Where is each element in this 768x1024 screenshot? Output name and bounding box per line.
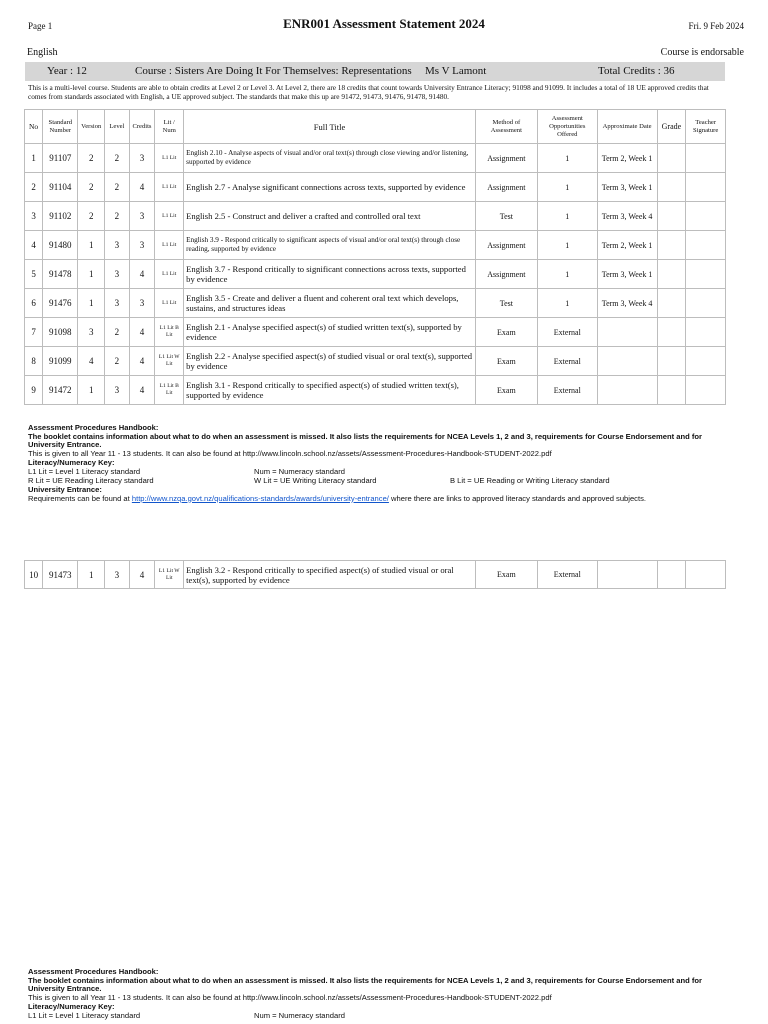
- cell-std: 91476: [43, 289, 78, 318]
- cell-lit: L1 Lit: [155, 289, 184, 318]
- course-label: Course : Sisters Are Doing It For Themselves: Representations: [135, 65, 412, 77]
- table-row: [25, 202, 726, 231]
- key-heading: Literacy/Numeracy Key:: [28, 458, 115, 468]
- cell-opps: External: [537, 376, 597, 405]
- key-num: Num = Numeracy standard: [254, 466, 345, 476]
- key-r: R Lit = UE Reading Literacy standard: [28, 475, 154, 485]
- handbook-bold-text: The booklet contains information about what to do when an assessment is missed. It also lists the requirements for NCEA Levels 1, 2 and 3, requirements for Course Endorsement and for University Entrance.: [28, 431, 703, 450]
- cell-std: 91098: [43, 318, 78, 347]
- cell-no: 4: [25, 231, 43, 260]
- cell-opps: 1: [537, 202, 597, 231]
- cell-std: 91107: [43, 144, 78, 173]
- handbook-text: This is given to all Year 11 - 13 students. It can also be found at http://www.lincoln.school.nz/assets/Assessment-Procedures-Handbook-STUDENT-2022.pdf: [28, 992, 552, 1002]
- col-full-title: Full Title: [184, 110, 476, 144]
- cell-method: Assignment: [475, 173, 537, 202]
- cell-lvl: 2: [105, 173, 130, 202]
- cell-cr: 4: [129, 173, 155, 202]
- col-method: Method of Assessment: [475, 110, 537, 144]
- cell-lvl: 3: [105, 289, 130, 318]
- cell-title: English 3.9 - Respond critically to significant aspects of visual and/or oral text(s) through close reading, supported by evidence: [184, 231, 476, 260]
- key-l1: L1 Lit = Level 1 Literacy standard: [28, 1010, 141, 1020]
- standards-table: [24, 109, 726, 405]
- cell-signature: [686, 289, 726, 318]
- col-standard-number: Standard Number: [43, 110, 78, 144]
- cell-cr: 3: [129, 202, 155, 231]
- cell-lvl: 2: [105, 202, 130, 231]
- cell-title: English 2.7 - Analyse significant connections across texts, supported by evidence: [184, 173, 476, 202]
- cell-method: Assignment: [475, 144, 537, 173]
- cell-cr: 4: [129, 318, 155, 347]
- document-title: ENR001 Assessment Statement 2024: [283, 16, 485, 31]
- cell-opps: External: [537, 347, 597, 376]
- cell-lvl: 3: [105, 376, 130, 405]
- cell-no: 1: [25, 144, 43, 173]
- print-date: Fri. 9 Feb 2024: [688, 21, 744, 31]
- cell-method: Exam: [475, 318, 537, 347]
- col-lit-num: Lit / Num: [155, 110, 184, 144]
- key-l1: L1 Lit = Level 1 Literacy standard: [28, 466, 141, 476]
- cell-title: English 3.7 - Respond critically to significant connections across texts, supported by evidence: [184, 260, 476, 289]
- cell-grade: [657, 260, 686, 289]
- col-opportunities: Assessment Opportunities Offered: [537, 110, 597, 144]
- cell-cr: 3: [129, 231, 155, 260]
- cell-lit: L1 Lit: [155, 173, 184, 202]
- cell-method: Assignment: [475, 231, 537, 260]
- cell-std: 91480: [43, 231, 78, 260]
- cell-ver: 1: [78, 376, 105, 405]
- cell-date: Term 2, Week 1: [597, 144, 657, 173]
- cell-lit: L1 Lit: [155, 260, 184, 289]
- cell-ver: 1: [78, 289, 105, 318]
- handbook-heading: Assessment Procedures Handbook:: [28, 967, 159, 976]
- cell-grade: [657, 376, 686, 405]
- cell-signature: [686, 260, 726, 289]
- page-number: Page 1: [28, 21, 53, 31]
- cell-no: 5: [25, 260, 43, 289]
- cell-opps: External: [537, 318, 597, 347]
- col-level: Level: [105, 110, 130, 144]
- table-row: [25, 376, 726, 405]
- cell-date: [597, 376, 657, 405]
- cell-signature: [686, 202, 726, 231]
- table-row: [25, 347, 726, 376]
- year-label: Year : 12: [47, 65, 87, 77]
- cell-lit: L1 Lit: [155, 231, 184, 260]
- cell-title: English 3.5 - Create and deliver a fluent and coherent oral text which develops, sustains, and structures ideas: [184, 289, 476, 318]
- cell-lit: L1 Lit B Lit: [155, 318, 184, 347]
- cell-signature: [686, 347, 726, 376]
- col-credits: Credits: [129, 110, 155, 144]
- cell-grade: [657, 347, 686, 376]
- cell-cr: 4: [129, 347, 155, 376]
- cell-method: Exam: [475, 347, 537, 376]
- cell-no: 6: [25, 289, 43, 318]
- cell-title: English 2.1 - Analyse specified aspect(s) of studied written text(s), supported by evidence: [184, 318, 476, 347]
- cell-opps: 1: [537, 144, 597, 173]
- cell-opps: 1: [537, 173, 597, 202]
- cell-no: 9: [25, 376, 43, 405]
- table-row: [25, 318, 726, 347]
- table-header-row: [25, 110, 726, 144]
- table-row: 10 91473 1 3 4 L1 Lit W Lit English 3.2 - Respond critically to specified aspect(s) of studied visual or oral text(s), supported by evidence Exam External: [25, 561, 726, 589]
- cell-lvl: 2: [105, 318, 130, 347]
- cell-lit: L1 Lit B Lit: [155, 376, 184, 405]
- cell-date: Term 3, Week 1: [597, 173, 657, 202]
- cell-std: 91472: [43, 376, 78, 405]
- cell-ver: 3: [78, 318, 105, 347]
- total-credits: Total Credits : 36: [598, 65, 675, 77]
- cell-cr: 3: [129, 289, 155, 318]
- cell-lvl: 2: [105, 347, 130, 376]
- course-description: This is a multi-level course. Students are able to obtain credits at Level 2 or Level 3. At Level 2, there are 18 credits that count towards University Entrance Literacy; 91098 and 91099. It includes a total of 18 UE approved credits that comes from standards associated with English, a UE approved subject. The standards that make this up are 91472, 91473, 91476, 91478, 91480.: [28, 83, 709, 101]
- cell-opps: 1: [537, 231, 597, 260]
- table-row: [25, 289, 726, 318]
- cell-ver: 2: [78, 202, 105, 231]
- cell-lit: L1 Lit: [155, 202, 184, 231]
- key-w: W Lit = UE Writing Literacy standard: [254, 475, 377, 485]
- course-band: [25, 62, 725, 81]
- col-approx-date: Approximate Date: [597, 110, 657, 144]
- ue-heading: University Entrance:: [28, 485, 102, 495]
- cell-title: English 2.10 - Analyse aspects of visual and/or oral text(s) through close viewing and/or listening, supported by evidence: [184, 144, 476, 173]
- subject-label: English: [27, 47, 58, 58]
- cell-signature: [686, 144, 726, 173]
- cell-opps: 1: [537, 260, 597, 289]
- key-num: Num = Numeracy standard: [254, 1010, 345, 1020]
- cell-no: 7: [25, 318, 43, 347]
- cell-opps: 1: [537, 289, 597, 318]
- cell-title: English 3.1 - Respond critically to specified aspect(s) of studied written text(s), supported by evidence: [184, 376, 476, 405]
- cell-lvl: 3: [105, 231, 130, 260]
- cell-method: Exam: [475, 376, 537, 405]
- cell-date: [597, 347, 657, 376]
- cell-grade: [657, 231, 686, 260]
- cell-lit: L1 Lit W Lit: [155, 347, 184, 376]
- col-no: No: [25, 110, 43, 144]
- cell-grade: [657, 202, 686, 231]
- cell-date: [597, 318, 657, 347]
- cell-std: 91102: [43, 202, 78, 231]
- col-version: Version: [78, 110, 105, 144]
- cell-cr: 4: [129, 260, 155, 289]
- notes-block-2: [28, 968, 738, 1021]
- cell-ver: 2: [78, 173, 105, 202]
- endorsable-label: Course is endorsable: [660, 47, 744, 58]
- handbook-text: This is given to all Year 11 - 13 students. It can also be found at http://www.lincoln.school.nz/assets/Assessment-Procedures-Handbook-STUDENT-2022.pdf: [28, 448, 552, 458]
- table-row: [25, 260, 726, 289]
- cell-date: Term 2, Week 1: [597, 231, 657, 260]
- table-row: [25, 231, 726, 260]
- key-heading: Literacy/Numeracy Key:: [28, 1002, 115, 1012]
- cell-title: English 2.2 - Analyse specified aspect(s) of studied visual or oral text(s), supported by evidence: [184, 347, 476, 376]
- teacher-label: Ms V Lamont: [425, 65, 487, 77]
- cell-ver: 1: [78, 260, 105, 289]
- col-grade: Grade: [657, 110, 686, 144]
- notes-block-1: [28, 424, 738, 503]
- col-teacher-signature: Teacher Signature: [686, 110, 726, 144]
- cell-std: 91099: [43, 347, 78, 376]
- cell-ver: 1: [78, 231, 105, 260]
- cell-grade: [657, 318, 686, 347]
- cell-grade: [657, 173, 686, 202]
- cell-std: 91104: [43, 173, 78, 202]
- table-row: [25, 173, 726, 202]
- cell-method: Assignment: [475, 260, 537, 289]
- cell-method: Test: [475, 202, 537, 231]
- cell-signature: [686, 173, 726, 202]
- cell-lvl: 3: [105, 260, 130, 289]
- cell-ver: 2: [78, 144, 105, 173]
- ue-link[interactable]: http://www.nzqa.govt.nz/qualifications-standards/awards/university-entrance/: [131, 493, 389, 503]
- cell-cr: 4: [129, 376, 155, 405]
- cell-lvl: 2: [105, 144, 130, 173]
- cell-ver: 4: [78, 347, 105, 376]
- cell-no: 8: [25, 347, 43, 376]
- cell-signature: [686, 231, 726, 260]
- cell-cr: 3: [129, 144, 155, 173]
- cell-no: 3: [25, 202, 43, 231]
- cell-signature: [686, 376, 726, 405]
- cell-method: Test: [475, 289, 537, 318]
- cell-date: Term 3, Week 1: [597, 260, 657, 289]
- cell-grade: [657, 289, 686, 318]
- ue-text: Requirements can be found at http://www.nzqa.govt.nz/qualifications-standards/awards/university-entrance/ where there are links to approved literacy standards and approved subjects.: [28, 493, 646, 503]
- cell-std: 91478: [43, 260, 78, 289]
- cell-no: 2: [25, 173, 43, 202]
- cell-lit: L1 Lit: [155, 144, 184, 173]
- table-row: [25, 144, 726, 173]
- cell-title: English 2.5 - Construct and deliver a crafted and controlled oral text: [184, 202, 476, 231]
- cell-grade: [657, 144, 686, 173]
- key-b: B Lit = UE Reading or Writing Literacy standard: [450, 475, 610, 485]
- cell-date: Term 3, Week 4: [597, 202, 657, 231]
- handbook-heading: Assessment Procedures Handbook:: [28, 423, 159, 432]
- cell-signature: [686, 318, 726, 347]
- handbook-bold-text: The booklet contains information about what to do when an assessment is missed. It also lists the requirements for NCEA Levels 1, 2 and 3, requirements for Course Endorsement and for University Entrance.: [28, 975, 703, 994]
- cell-date: Term 3, Week 4: [597, 289, 657, 318]
- standards-table-continued: [24, 560, 726, 589]
